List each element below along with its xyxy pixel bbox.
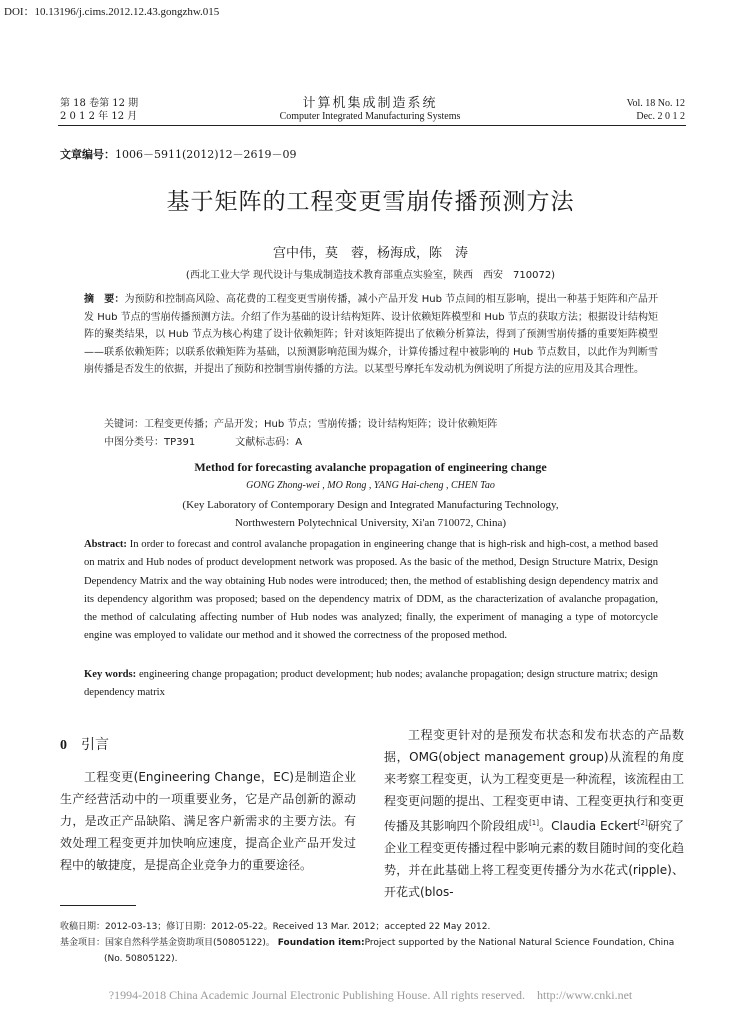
keywords-en-label: Key words:: [84, 669, 137, 680]
fund-en: Project supported by the National Natural Science Foundation, China: [364, 938, 675, 948]
body-left-column: [60, 766, 356, 876]
authors-cn: 宫中伟，莫 蓉，杨海成，陈 涛: [272, 246, 468, 261]
header-volume-cn: [60, 97, 138, 123]
clc-label: 中图分类号：: [104, 437, 164, 448]
authors-en: GONG Zhong-wei , MO Rong , YANG Hai-cheng , CHEN Tao: [246, 480, 495, 491]
citation-ref[interactable]: [2]: [637, 819, 648, 827]
keywords-en-text: engineering change propagation; product development; hub nodes; avalanche propagation; design structure matrix; design dependency matrix: [84, 669, 658, 698]
section-title: 引言: [81, 737, 109, 753]
journal-name-cn: 计算机集成制造系统: [302, 96, 438, 111]
header-rule: [58, 125, 686, 126]
received-dates: 收稿日期：2012-03-13；修订日期：2012-05-22。Received 13 Mar. 2012；accepted 22 May 2012.: [60, 922, 491, 932]
classification-cn: [104, 433, 302, 448]
section-number: 0: [60, 738, 67, 753]
journal-name-en: Computer Integrated Manufacturing Systems: [279, 111, 461, 122]
footnote: [60, 919, 690, 967]
keywords-cn-label: 关键词：: [104, 419, 144, 430]
fund-info: [60, 935, 690, 951]
date-cn: 2 0 1 2 年 12 月: [60, 111, 138, 122]
body-text: 工程变更针对的是预发布状态和发布状态的产品数据，OMG(object management group)从流程的角度来考察工程变更，认为工程变更是一种流程，该流程由工程变更问题的提出、工程变更申请、工程变更执行和变更传播及其影响四个阶段组成: [384, 728, 685, 833]
affiliation-cn: (西北工业大学 现代设计与集成制造技术教育部重点实验室，陕西 西安 710072): [185, 270, 556, 281]
fund-number: (No. 50805122).: [104, 954, 178, 964]
body-paragraph: [384, 724, 684, 903]
copyright-watermark: ?1994-2018 China Academic Journal Electronic Publishing House. All rights reserved. http://www.cnki.net: [108, 988, 633, 1002]
date-en: Dec. 2 0 1 2: [636, 111, 685, 122]
keywords-en: [84, 666, 658, 702]
section-heading: [60, 734, 109, 754]
article-number: [60, 146, 297, 162]
body-right-column: [384, 724, 684, 903]
article-number-value: 1006－5911(2012)12－2619－09: [115, 148, 297, 161]
header-volume-en: [627, 97, 685, 123]
body-text: 。Claudia Eckert: [539, 819, 638, 833]
doi-line: DOI：10.13196/j.cims.2012.12.43.gongzhw.015: [4, 6, 220, 18]
doc-code-label: 文献标志码：: [235, 437, 296, 448]
abstract-en-text: In order to forecast and control avalanche propagation in engineering change that is high-risk and high-cost, a method based on matrix and Hub nodes of product development network was proposed. As the basic of the method, Design Structure Matrix, Design Dependency Matrix and the way obtaining Hub nodes were introduced; then, the method of establishing design dependency matrix and its dependency algorithm was proposed; based on the dependency matrix of DDM, as the characterization of avalanche propagation, the method of calculating affecting number of Hub nodes was analyzed; finally, the experiment of managing a type of motorcycle engine was employed to validate our method and it showed the correctness of the proposed method.: [84, 539, 658, 642]
fund-en-label: Foundation item:: [277, 938, 365, 948]
article-number-label: 文章编号：: [60, 148, 115, 161]
body-paragraph: 工程变更(Engineering Change，EC)是制造企业生产经营活动中的一项重要业务，它是产品创新的源动力，是改正产品缺陷、满足客户新需求的主要方法。有效处理工程变更并加快响应速度，提高企业产品开发过程中的敏捷度，是提高企业竞争力的重要途径。: [60, 770, 356, 872]
body-text: 研究了企业工程变更传播过程中影响元素的数目随时间的变化趋势，并在此基础上将工程变更传播分为水花式(ripple)、开花式(blos-: [384, 819, 685, 899]
volume-en: Vol. 18 No. 12: [626, 98, 685, 109]
paper-title-cn: 基于矩阵的工程变更雪崩传播预测方法: [166, 189, 575, 215]
affiliation-en-line2: Northwestern Polytechnical University, Xi'an 710072, China): [234, 517, 507, 529]
journal-name: [200, 92, 540, 122]
clc-value: TP391: [164, 437, 196, 448]
keywords-cn-text: 工程变更传播；产品开发；Hub 节点；雪崩传播；设计结构矩阵；设计依赖矩阵: [144, 419, 498, 430]
citation-ref[interactable]: [1]: [529, 819, 539, 827]
abstract-cn-text: 为预防和控制高风险、高花费的工程变更雪崩传播，减小产品开发 Hub 节点间的相互影响，提出一种基于矩阵和产品开发 Hub 节点的雪崩传播预测方法。介绍了作为基础的设计结构矩阵、设计依赖矩阵模型和 Hub 节点的获取方法；根据设计结构矩阵的聚类结果，以 Hub 节点为核心构建了设计依赖矩阵；针对该矩阵提出了依赖分析算法，得到了预测雪崩传播的重要矩阵模型——联系依赖矩阵；以联系依赖矩阵为基础，以预测影响范围为媒介，计算传播过程中被影响的 Hub 节点数目，以此作为判断雪崩传播是否发生的依据，并提出了预防和控制雪崩传播的方法。以某型号摩托车发动机为例说明了所提方法的应用及其合理性。: [84, 294, 659, 376]
keywords-cn: [104, 415, 497, 430]
doc-code-value: A: [295, 437, 303, 448]
footnote-rule: [60, 905, 136, 906]
fund-cn: 国家自然科学基金资助项目(50805122)。: [105, 938, 275, 948]
abstract-en: [84, 536, 658, 646]
abstract-cn-label: 摘 要：: [84, 294, 125, 305]
abstract-cn: [84, 291, 658, 379]
paper-title-en: Method for forecasting avalanche propagation of engineering change: [194, 460, 547, 474]
volume-cn: 第 18 卷第 12 期: [60, 98, 139, 109]
abstract-en-label: Abstract:: [84, 539, 127, 550]
fund-label: 基金项目：: [60, 938, 106, 948]
affiliation-en-line1: (Key Laboratory of Contemporary Design and Integrated Manufacturing Technology,: [182, 499, 559, 511]
